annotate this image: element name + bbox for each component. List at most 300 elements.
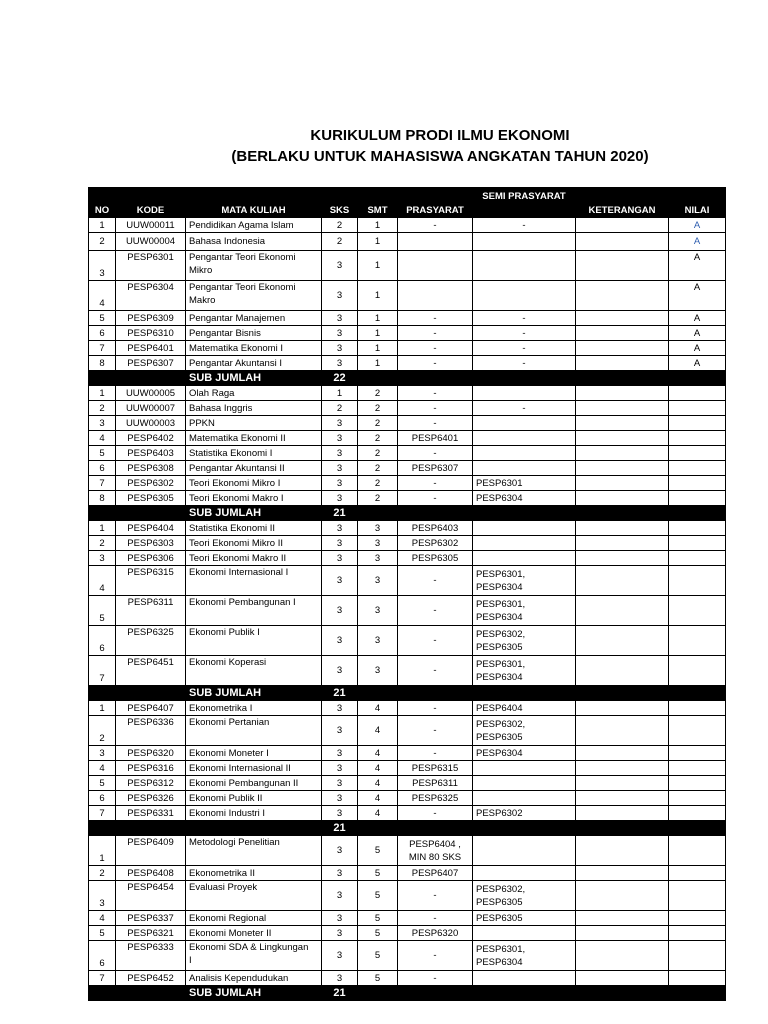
- cell-semi-prasyarat: -: [473, 326, 576, 341]
- cell-nilai: [669, 491, 726, 506]
- cell-kode: PESP6311: [116, 596, 186, 626]
- cell-no: 5: [89, 446, 116, 461]
- cell-kode: PESP6301: [116, 251, 186, 281]
- cell-smt: 4: [358, 806, 398, 821]
- cell-nilai: [669, 836, 726, 866]
- cell-kode: PESP6404: [116, 521, 186, 536]
- cell-smt: 1: [358, 341, 398, 356]
- cell-sks: 3: [322, 566, 358, 596]
- cell-kode: PESP6452: [116, 971, 186, 986]
- cell-semi-prasyarat: PESP6301, PESP6304: [473, 596, 576, 626]
- cell-kode: UUW00003: [116, 416, 186, 431]
- subtotal-empty-cell: [358, 986, 398, 1001]
- cell-semi-prasyarat: PESP6304: [473, 746, 576, 761]
- cell-semi-prasyarat: [473, 551, 576, 566]
- cell-semi-prasyarat: [473, 446, 576, 461]
- cell-sks: 3: [322, 521, 358, 536]
- header-semi-prasyarat: SEMI PRASYARAT: [473, 188, 576, 204]
- cell-no: 2: [89, 866, 116, 881]
- cell-nilai: [669, 551, 726, 566]
- header-nilai: NILAI: [669, 203, 726, 218]
- subtotal-label: SUB JUMLAH: [186, 986, 322, 1001]
- cell-nilai: [669, 971, 726, 986]
- cell-kode: UUW00011: [116, 218, 186, 233]
- table-row: [89, 218, 726, 233]
- cell-keterangan: [576, 566, 669, 596]
- cell-nilai: A: [669, 251, 726, 281]
- cell-kode: PESP6309: [116, 311, 186, 326]
- cell-smt: 5: [358, 836, 398, 866]
- cell-semi-prasyarat: [473, 521, 576, 536]
- cell-smt: 3: [358, 596, 398, 626]
- cell-sks: 3: [322, 476, 358, 491]
- cell-kode: PESP6325: [116, 626, 186, 656]
- cell-no: 8: [89, 491, 116, 506]
- table-row: [89, 521, 726, 536]
- subtotal-empty-cell: [89, 506, 116, 521]
- cell-nilai: A: [669, 326, 726, 341]
- cell-semi-prasyarat: -: [473, 401, 576, 416]
- cell-keterangan: [576, 551, 669, 566]
- table-row: [89, 536, 726, 551]
- cell-mata-kuliah: Metodologi Penelitian: [186, 836, 322, 866]
- cell-keterangan: [576, 431, 669, 446]
- subtotal-empty-cell: [116, 821, 186, 836]
- cell-prasyarat: -: [398, 716, 473, 746]
- cell-keterangan: [576, 386, 669, 401]
- subtotal-row: [89, 371, 726, 386]
- subtotal-label: SUB JUMLAH: [186, 686, 322, 701]
- subtotal-label: SUB JUMLAH: [186, 371, 322, 386]
- cell-mata-kuliah: Matematika Ekonomi II: [186, 431, 322, 446]
- cell-mata-kuliah: Matematika Ekonomi I: [186, 341, 322, 356]
- cell-prasyarat: PESP6311: [398, 776, 473, 791]
- cell-smt: 5: [358, 941, 398, 971]
- cell-sks: 3: [322, 551, 358, 566]
- table-row: [89, 941, 726, 971]
- cell-semi-prasyarat: -: [473, 218, 576, 233]
- subtotal-empty-cell: [669, 986, 726, 1001]
- cell-kode: PESP6304: [116, 281, 186, 311]
- cell-kode: UUW00005: [116, 386, 186, 401]
- cell-mata-kuliah: Pendidikan Agama Islam: [186, 218, 322, 233]
- cell-prasyarat: PESP6401: [398, 431, 473, 446]
- cell-sks: 3: [322, 446, 358, 461]
- cell-prasyarat: -: [398, 881, 473, 911]
- cell-no: 4: [89, 431, 116, 446]
- header-mata-kuliah: MATA KULIAH: [186, 203, 322, 218]
- cell-sks: 3: [322, 881, 358, 911]
- cell-sks: 3: [322, 596, 358, 626]
- subtotal-value: 22: [322, 371, 358, 386]
- cell-mata-kuliah: Statistika Ekonomi I: [186, 446, 322, 461]
- subtotal-empty-cell: [669, 506, 726, 521]
- cell-kode: PESP6407: [116, 701, 186, 716]
- cell-prasyarat: -: [398, 326, 473, 341]
- cell-semi-prasyarat: -: [473, 311, 576, 326]
- cell-smt: 2: [358, 476, 398, 491]
- cell-prasyarat: PESP6305: [398, 551, 473, 566]
- cell-prasyarat: -: [398, 656, 473, 686]
- cell-keterangan: [576, 926, 669, 941]
- cell-semi-prasyarat: [473, 281, 576, 311]
- cell-mata-kuliah: Ekonomi Internasional II: [186, 761, 322, 776]
- cell-nilai: [669, 476, 726, 491]
- table-row: [89, 341, 726, 356]
- cell-semi-prasyarat: [473, 386, 576, 401]
- header-no: NO: [89, 203, 116, 218]
- subtotal-empty-cell: [398, 986, 473, 1001]
- cell-smt: 5: [358, 926, 398, 941]
- table-row: [89, 491, 726, 506]
- subtotal-empty-cell: [398, 686, 473, 701]
- cell-semi-prasyarat: [473, 251, 576, 281]
- cell-smt: 3: [358, 551, 398, 566]
- cell-keterangan: [576, 233, 669, 251]
- cell-keterangan: [576, 911, 669, 926]
- cell-keterangan: [576, 716, 669, 746]
- header-keterangan: KETERANGAN: [576, 203, 669, 218]
- table-row: [89, 971, 726, 986]
- cell-no: 4: [89, 566, 116, 596]
- header-prasyarat: PRASYARAT: [398, 203, 473, 218]
- table-row: [89, 776, 726, 791]
- cell-kode: PESP6310: [116, 326, 186, 341]
- cell-semi-prasyarat: PESP6302, PESP6305: [473, 716, 576, 746]
- cell-no: 3: [89, 416, 116, 431]
- table-row: [89, 866, 726, 881]
- cell-sks: 3: [322, 461, 358, 476]
- cell-nilai: [669, 521, 726, 536]
- cell-mata-kuliah: Ekonomi Publik I: [186, 626, 322, 656]
- cell-no: 7: [89, 806, 116, 821]
- cell-no: 2: [89, 233, 116, 251]
- cell-prasyarat: -: [398, 476, 473, 491]
- cell-keterangan: [576, 791, 669, 806]
- cell-prasyarat: -: [398, 386, 473, 401]
- cell-no: 1: [89, 701, 116, 716]
- cell-no: 5: [89, 311, 116, 326]
- cell-semi-prasyarat: [473, 836, 576, 866]
- cell-smt: 3: [358, 626, 398, 656]
- table-row: [89, 926, 726, 941]
- subtotal-empty-cell: [89, 686, 116, 701]
- cell-prasyarat: [398, 233, 473, 251]
- cell-sks: 3: [322, 836, 358, 866]
- cell-nilai: [669, 791, 726, 806]
- cell-mata-kuliah: Statistika Ekonomi II: [186, 521, 322, 536]
- cell-smt: 1: [358, 251, 398, 281]
- cell-kode: UUW00004: [116, 233, 186, 251]
- cell-semi-prasyarat: [473, 776, 576, 791]
- cell-kode: PESP6454: [116, 881, 186, 911]
- cell-keterangan: [576, 776, 669, 791]
- cell-nilai: [669, 926, 726, 941]
- cell-sks: 3: [322, 326, 358, 341]
- cell-sks: 3: [322, 761, 358, 776]
- cell-nilai: A: [669, 218, 726, 233]
- cell-prasyarat: PESP6320: [398, 926, 473, 941]
- cell-nilai: [669, 386, 726, 401]
- cell-no: 4: [89, 911, 116, 926]
- cell-prasyarat: -: [398, 311, 473, 326]
- cell-no: 1: [89, 218, 116, 233]
- cell-keterangan: [576, 746, 669, 761]
- subtotal-row: [89, 506, 726, 521]
- table-row: [89, 596, 726, 626]
- cell-smt: 1: [358, 281, 398, 311]
- cell-mata-kuliah: Ekonomi Pembangunan I: [186, 596, 322, 626]
- cell-kode: PESP6308: [116, 461, 186, 476]
- cell-no: 5: [89, 596, 116, 626]
- cell-mata-kuliah: Ekonomi Koperasi: [186, 656, 322, 686]
- cell-mata-kuliah: Pengantar Manajemen: [186, 311, 322, 326]
- cell-no: 8: [89, 356, 116, 371]
- cell-smt: 1: [358, 311, 398, 326]
- cell-prasyarat: -: [398, 911, 473, 926]
- subtotal-empty-cell: [473, 821, 576, 836]
- subtotal-empty-cell: [669, 821, 726, 836]
- cell-keterangan: [576, 218, 669, 233]
- cell-no: 5: [89, 926, 116, 941]
- table-row: [89, 566, 726, 596]
- cell-sks: 3: [322, 536, 358, 551]
- table-body: [89, 218, 726, 1001]
- cell-mata-kuliah: Evaluasi Proyek: [186, 881, 322, 911]
- cell-mata-kuliah: Pengantar Teori Ekonomi Mikro: [186, 251, 322, 281]
- table-row: [89, 806, 726, 821]
- table-row: [89, 233, 726, 251]
- cell-kode: PESP6409: [116, 836, 186, 866]
- subtotal-empty-cell: [576, 371, 669, 386]
- subtotal-empty-cell: [358, 371, 398, 386]
- table-row: [89, 356, 726, 371]
- cell-smt: 3: [358, 656, 398, 686]
- cell-no: 1: [89, 836, 116, 866]
- cell-semi-prasyarat: PESP6301, PESP6304: [473, 656, 576, 686]
- cell-smt: 4: [358, 746, 398, 761]
- cell-kode: PESP6305: [116, 491, 186, 506]
- cell-mata-kuliah: Pengantar Akuntansi II: [186, 461, 322, 476]
- cell-mata-kuliah: Bahasa Indonesia: [186, 233, 322, 251]
- cell-nilai: [669, 656, 726, 686]
- cell-kode: PESP6307: [116, 356, 186, 371]
- cell-prasyarat: -: [398, 341, 473, 356]
- cell-keterangan: [576, 761, 669, 776]
- cell-no: 7: [89, 476, 116, 491]
- cell-kode: PESP6402: [116, 431, 186, 446]
- cell-smt: 4: [358, 716, 398, 746]
- cell-mata-kuliah: Olah Raga: [186, 386, 322, 401]
- cell-kode: PESP6316: [116, 761, 186, 776]
- cell-smt: 2: [358, 461, 398, 476]
- cell-smt: 1: [358, 326, 398, 341]
- cell-sks: 3: [322, 941, 358, 971]
- table-row: [89, 416, 726, 431]
- subtotal-value: 21: [322, 986, 358, 1001]
- curriculum-table: [88, 187, 726, 1001]
- table-row: [89, 431, 726, 446]
- table-row: [89, 911, 726, 926]
- cell-kode: PESP6321: [116, 926, 186, 941]
- cell-semi-prasyarat: PESP6302, PESP6305: [473, 881, 576, 911]
- cell-mata-kuliah: Ekonometrika I: [186, 701, 322, 716]
- cell-prasyarat: -: [398, 626, 473, 656]
- table-row: [89, 551, 726, 566]
- cell-no: 5: [89, 776, 116, 791]
- cell-sks: 2: [322, 233, 358, 251]
- cell-semi-prasyarat: [473, 461, 576, 476]
- cell-nilai: [669, 416, 726, 431]
- cell-no: 6: [89, 941, 116, 971]
- cell-mata-kuliah: Bahasa Inggris: [186, 401, 322, 416]
- subtotal-label: SUB JUMLAH: [186, 506, 322, 521]
- cell-prasyarat: -: [398, 218, 473, 233]
- cell-sks: 3: [322, 911, 358, 926]
- cell-nilai: A: [669, 281, 726, 311]
- subtotal-empty-cell: [358, 686, 398, 701]
- cell-sks: 3: [322, 776, 358, 791]
- cell-semi-prasyarat: [473, 416, 576, 431]
- cell-smt: 4: [358, 791, 398, 806]
- subtotal-empty-cell: [89, 986, 116, 1001]
- cell-keterangan: [576, 401, 669, 416]
- subtotal-value: 21: [322, 821, 358, 836]
- table-row: [89, 761, 726, 776]
- cell-smt: 2: [358, 491, 398, 506]
- cell-no: 3: [89, 551, 116, 566]
- cell-keterangan: [576, 476, 669, 491]
- cell-sks: 3: [322, 416, 358, 431]
- cell-prasyarat: -: [398, 491, 473, 506]
- cell-kode: PESP6408: [116, 866, 186, 881]
- cell-prasyarat: -: [398, 941, 473, 971]
- cell-sks: 2: [322, 218, 358, 233]
- cell-keterangan: [576, 356, 669, 371]
- cell-semi-prasyarat: [473, 971, 576, 986]
- cell-no: 6: [89, 326, 116, 341]
- cell-keterangan: [576, 941, 669, 971]
- cell-nilai: [669, 596, 726, 626]
- cell-prasyarat: -: [398, 806, 473, 821]
- cell-mata-kuliah: Ekonomi Moneter II: [186, 926, 322, 941]
- cell-nilai: [669, 626, 726, 656]
- cell-smt: 3: [358, 521, 398, 536]
- cell-semi-prasyarat: [473, 431, 576, 446]
- cell-prasyarat: PESP6404 , MIN 80 SKS: [398, 836, 473, 866]
- cell-mata-kuliah: Ekonomi Moneter I: [186, 746, 322, 761]
- subtotal-empty-cell: [116, 506, 186, 521]
- cell-nilai: [669, 746, 726, 761]
- cell-smt: 2: [358, 446, 398, 461]
- cell-nilai: [669, 431, 726, 446]
- cell-no: 2: [89, 536, 116, 551]
- cell-kode: PESP6302: [116, 476, 186, 491]
- cell-keterangan: [576, 971, 669, 986]
- cell-smt: 2: [358, 401, 398, 416]
- table-row: [89, 476, 726, 491]
- subtotal-empty-cell: [398, 506, 473, 521]
- cell-mata-kuliah: Analisis Kependudukan: [186, 971, 322, 986]
- cell-kode: PESP6336: [116, 716, 186, 746]
- cell-sks: 3: [322, 866, 358, 881]
- cell-keterangan: [576, 416, 669, 431]
- cell-semi-prasyarat: PESP6404: [473, 701, 576, 716]
- cell-nilai: [669, 716, 726, 746]
- cell-keterangan: [576, 881, 669, 911]
- cell-prasyarat: -: [398, 701, 473, 716]
- cell-nilai: [669, 911, 726, 926]
- cell-nilai: [669, 401, 726, 416]
- subtotal-empty-cell: [89, 371, 116, 386]
- cell-nilai: [669, 881, 726, 911]
- cell-nilai: [669, 776, 726, 791]
- cell-kode: PESP6303: [116, 536, 186, 551]
- cell-sks: 3: [322, 716, 358, 746]
- subtotal-empty-cell: [398, 371, 473, 386]
- cell-nilai: [669, 446, 726, 461]
- cell-keterangan: [576, 536, 669, 551]
- cell-smt: 4: [358, 776, 398, 791]
- cell-prasyarat: [398, 251, 473, 281]
- cell-prasyarat: PESP6407: [398, 866, 473, 881]
- cell-smt: 2: [358, 416, 398, 431]
- cell-keterangan: [576, 626, 669, 656]
- cell-prasyarat: -: [398, 356, 473, 371]
- table-row: [89, 281, 726, 311]
- subtotal-row: [89, 986, 726, 1001]
- cell-keterangan: [576, 281, 669, 311]
- cell-mata-kuliah: PPKN: [186, 416, 322, 431]
- cell-smt: 4: [358, 701, 398, 716]
- table-row: [89, 251, 726, 281]
- cell-no: 4: [89, 281, 116, 311]
- cell-keterangan: [576, 461, 669, 476]
- cell-smt: 3: [358, 566, 398, 596]
- cell-sks: 3: [322, 791, 358, 806]
- table-row: [89, 401, 726, 416]
- subtotal-value: 21: [322, 686, 358, 701]
- cell-nilai: [669, 761, 726, 776]
- cell-mata-kuliah: Ekonomi SDA & Lingkungan I: [186, 941, 322, 971]
- header-smt: SMT: [358, 203, 398, 218]
- subtotal-empty-cell: [669, 686, 726, 701]
- cell-no: 2: [89, 401, 116, 416]
- table-row: [89, 626, 726, 656]
- cell-mata-kuliah: Pengantar Bisnis: [186, 326, 322, 341]
- cell-kode: PESP6331: [116, 806, 186, 821]
- cell-mata-kuliah: Ekonometrika II: [186, 866, 322, 881]
- table-row: [89, 446, 726, 461]
- cell-sks: 3: [322, 341, 358, 356]
- table-row: [89, 461, 726, 476]
- cell-no: 7: [89, 656, 116, 686]
- cell-semi-prasyarat: PESP6301, PESP6304: [473, 941, 576, 971]
- cell-semi-prasyarat: PESP6305: [473, 911, 576, 926]
- cell-sks: 3: [322, 431, 358, 446]
- subtotal-row: [89, 821, 726, 836]
- cell-no: 3: [89, 746, 116, 761]
- cell-semi-prasyarat: [473, 761, 576, 776]
- document-title: KURIKULUM PRODI ILMU EKONOMI: [310, 127, 570, 144]
- cell-prasyarat: -: [398, 971, 473, 986]
- cell-semi-prasyarat: PESP6301, PESP6304: [473, 566, 576, 596]
- cell-semi-prasyarat: [473, 926, 576, 941]
- cell-sks: 3: [322, 491, 358, 506]
- cell-no: 3: [89, 251, 116, 281]
- cell-kode: PESP6403: [116, 446, 186, 461]
- cell-nilai: A: [669, 311, 726, 326]
